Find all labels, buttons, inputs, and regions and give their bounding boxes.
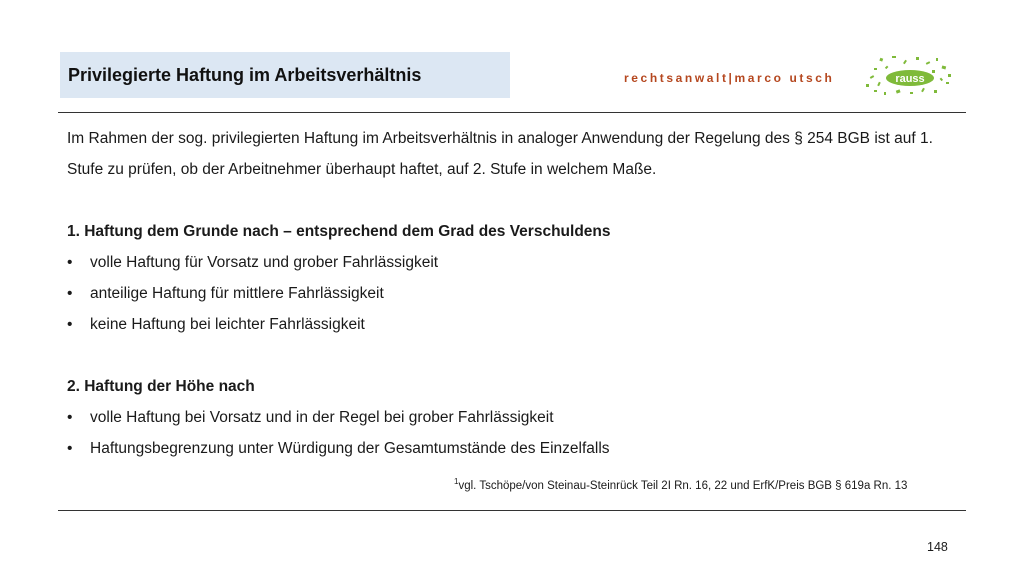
footnote bbox=[454, 477, 907, 492]
section1-heading: 1. Haftung dem Grunde nach – entsprechend dem Grad des Verschuldens bbox=[67, 223, 611, 240]
list-item: • volle Haftung für Vorsatz und grober Fahrlässigkeit bbox=[67, 254, 439, 271]
bottom-divider bbox=[58, 510, 966, 511]
intro-text: Im Rahmen der sog. privilegierten Haftung im Arbeitsverhältnis in analoger Anwendung der Regelung des § 254 BGB ist auf 1. Stufe zu prüfen, ob der Arbeitnehmer überhaupt haftet, auf 2. Stufe in welchem Maße. bbox=[67, 130, 933, 178]
list-item: • keine Haftung bei leichter Fahrlässigkeit bbox=[67, 316, 365, 333]
logo-text: rauss bbox=[895, 73, 925, 85]
page-number: 148 bbox=[927, 540, 948, 554]
rawsa-splatter-logo-icon bbox=[866, 54, 952, 98]
list-item: • anteilige Haftung für mittlere Fahrlässigkeit bbox=[67, 285, 384, 302]
list-item: • volle Haftung bei Vorsatz und in der Regel bei grober Fahrlässigkeit bbox=[67, 409, 554, 426]
footnote-mark: 1 bbox=[454, 477, 459, 486]
brand-text: rechtsanwalt|marco utsch bbox=[624, 71, 835, 85]
list-item: • Haftungsbegrenzung unter Würdigung der Gesamtumstände des Einzelfalls bbox=[67, 440, 610, 457]
title-box bbox=[60, 52, 510, 98]
page-title: Privilegierte Haftung im Arbeitsverhältnis bbox=[68, 64, 422, 85]
footnote-text: vgl. Tschöpe/von Steinau-Steinrück Teil 2I Rn. 16, 22 und ErfK/Preis BGB § 619a Rn. 13 bbox=[458, 480, 908, 492]
section2-heading: 2. Haftung der Höhe nach bbox=[67, 378, 255, 395]
slide-content bbox=[67, 123, 962, 464]
top-divider bbox=[58, 112, 966, 113]
